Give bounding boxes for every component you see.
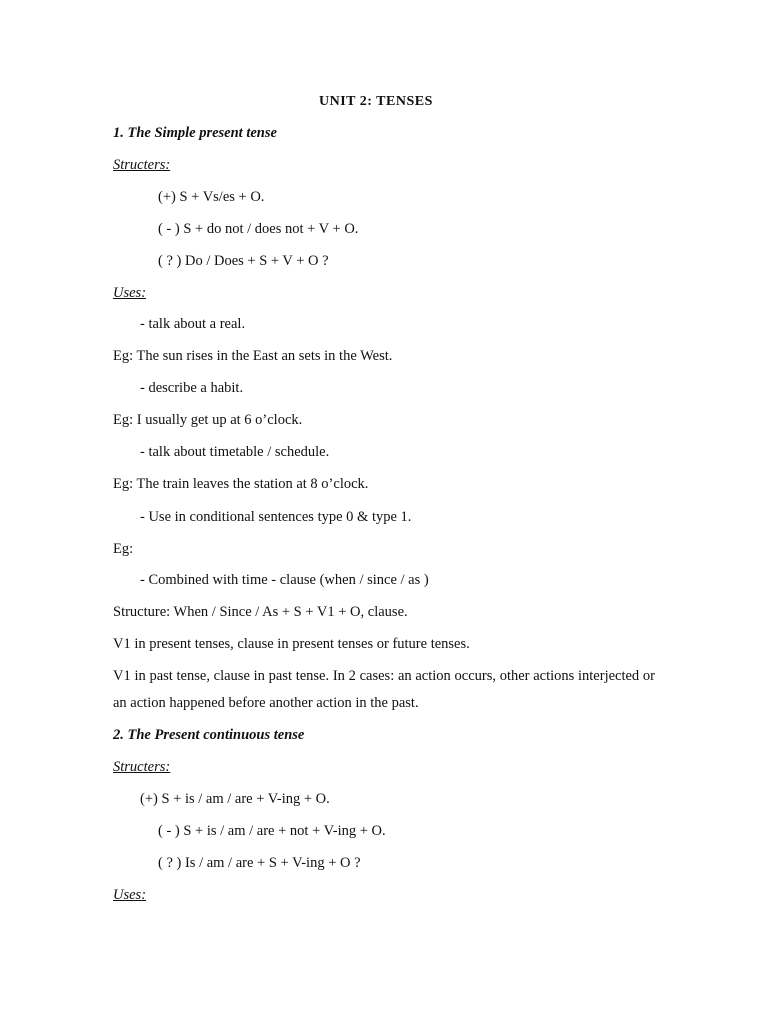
section-1-structure-affirmative: (+) S + Vs/es + O. bbox=[158, 189, 265, 205]
use-item: - describe a habit. bbox=[140, 380, 244, 396]
example-line: Eg: The sun rises in the East an sets in the West. bbox=[113, 348, 393, 364]
section-1-uses-label: Uses: bbox=[113, 285, 147, 301]
section-2-structures-label: Structers: bbox=[113, 759, 171, 775]
use-item: - Use in conditional sentences type 0 & type 1. bbox=[140, 509, 412, 525]
section-2-uses-label: Uses: bbox=[113, 887, 147, 903]
section-2-structure-negative: ( - ) S + is / am / are + not + V-ing + O. bbox=[158, 823, 386, 839]
section-2-heading: 2. The Present continuous tense bbox=[113, 727, 305, 743]
section-1-structure-question: ( ? ) Do / Does + S + V + O ? bbox=[158, 253, 329, 269]
section-1-structure-negative: ( - ) S + do not / does not + V + O. bbox=[158, 221, 359, 237]
section-2-structure-affirmative: (+) S + is / am / are + V-ing + O. bbox=[140, 791, 330, 807]
use-item: - Combined with time - clause (when / since / as ) bbox=[140, 572, 429, 588]
example-line: Eg: bbox=[113, 541, 134, 557]
example-line: Eg: The train leaves the station at 8 o’clock. bbox=[113, 476, 369, 492]
page-title: UNIT 2: TENSES bbox=[319, 94, 433, 109]
use-item: - talk about a real. bbox=[140, 316, 246, 332]
use-item: - talk about timetable / schedule. bbox=[140, 444, 330, 460]
example-line: Eg: I usually get up at 6 o’clock. bbox=[113, 412, 303, 428]
note-line: V1 in present tenses, clause in present tenses or future tenses. bbox=[113, 636, 470, 652]
section-1-heading: 1. The Simple present tense bbox=[113, 125, 277, 141]
section-1-structures-label: Structers: bbox=[113, 157, 171, 173]
structure-line: Structure: When / Since / As + S + V1 + O, clause. bbox=[113, 604, 408, 620]
section-2-structure-question: ( ? ) Is / am / are + S + V-ing + O ? bbox=[158, 855, 361, 871]
note-paragraph: V1 in past tense, clause in past tense. In 2 cases: an action occurs, other actions interjected or an action happened before another action in the past. bbox=[113, 668, 655, 711]
